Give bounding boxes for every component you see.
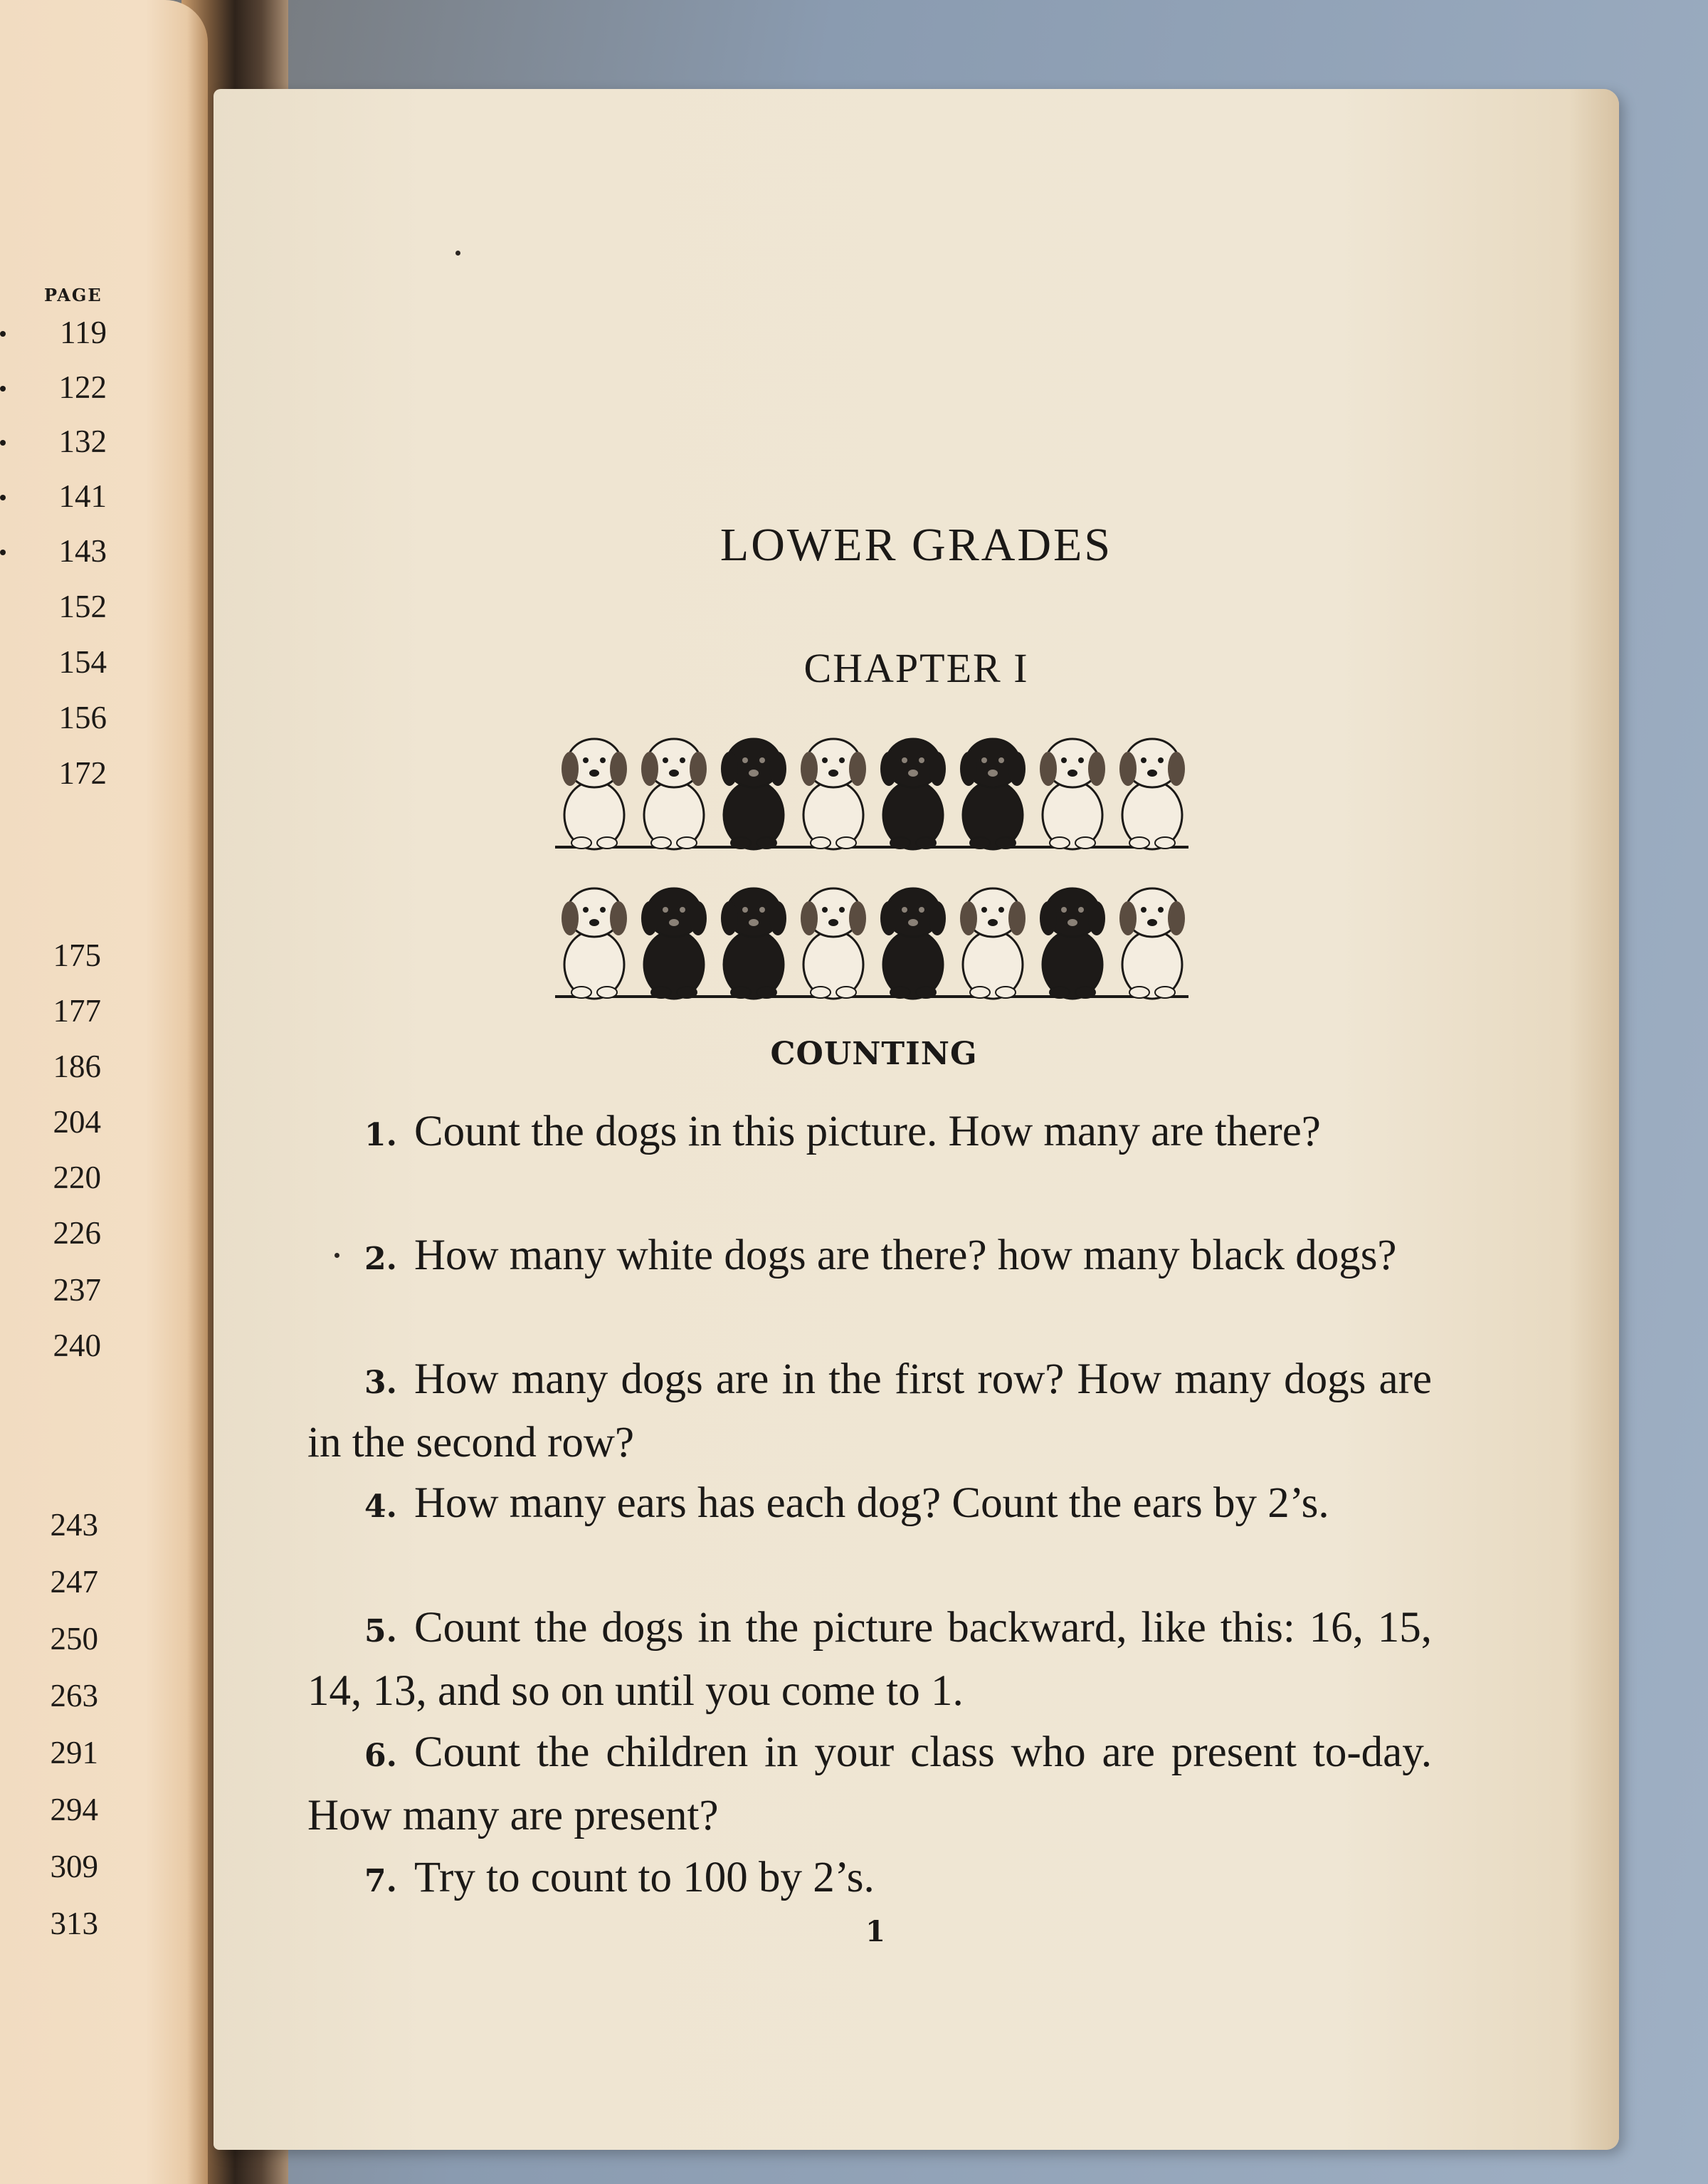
black-dog-figure: [960, 739, 1026, 849]
toc-page-number: 172: [58, 755, 107, 791]
exercise-text: Count the dogs in this picture. How many are there?: [413, 1108, 1321, 1155]
page-edge-shade: [1569, 89, 1619, 2150]
exercise-number: 6.: [364, 1738, 397, 1774]
paper-speck: [455, 251, 460, 256]
black-dog-figure: [1040, 888, 1105, 999]
left-page-contents: [0, 0, 208, 2184]
exercise-text: Count the children in your class who are present to-day. How many are present?: [307, 1728, 1432, 1839]
toc-page-number: 204: [53, 1104, 101, 1140]
exercise-number: 4.: [364, 1489, 397, 1525]
black-dog-figure: [721, 888, 786, 999]
exercise-text: How many dogs are in the first row? How many dogs are in the second row?: [307, 1355, 1432, 1466]
toc-page-number: 141: [58, 478, 107, 514]
white-dog-figure: [801, 739, 866, 849]
exercise-item: [307, 1848, 1432, 1911]
paper-speck: [334, 1253, 339, 1258]
black-dog-figure: [880, 888, 946, 999]
toc-page-number: 247: [50, 1564, 98, 1600]
exercise-item: [307, 1102, 1432, 1165]
exercise-text: How many ears has each dog? Count the ears by 2’s.: [413, 1479, 1329, 1527]
white-dog-figure: [641, 739, 707, 849]
toc-page-number: 143: [58, 533, 107, 569]
white-dog-figure: [960, 888, 1026, 999]
exercise-item: [307, 1474, 1432, 1537]
white-dog-figure: [1119, 888, 1185, 999]
toc-page-number: 226: [53, 1215, 101, 1251]
toc-leader-dot: [0, 550, 6, 555]
toc-page-number: 240: [53, 1328, 101, 1363]
white-dog-figure: [562, 739, 627, 849]
exercise-number: 2.: [364, 1241, 397, 1277]
black-dog-figure: [641, 888, 707, 999]
exercise-number: 3.: [364, 1365, 397, 1401]
toc-page-number: 122: [58, 369, 107, 405]
counting-heading: COUNTING: [770, 1036, 978, 1072]
toc-page-number: 220: [53, 1160, 101, 1195]
toc-page-number: 186: [53, 1049, 101, 1084]
toc-page-number: 243: [50, 1507, 98, 1543]
dogs-illustration-icon: [541, 726, 1210, 1011]
section-title: LOWER GRADES: [719, 519, 1113, 571]
white-dog-figure: [801, 888, 866, 999]
chapter-title: CHAPTER I: [803, 645, 1029, 691]
toc-page-number: 152: [58, 589, 107, 624]
exercise-item: [307, 1226, 1432, 1289]
white-dog-figure: [1119, 739, 1185, 849]
toc-page-number: 177: [53, 993, 101, 1029]
toc-page-number: 175: [53, 938, 101, 973]
exercise-text: Try to count to 100 by 2’s.: [413, 1854, 875, 1901]
exercise-text: How many white dogs are there? how many black dogs?: [413, 1232, 1397, 1279]
exercise-item: [307, 1350, 1432, 1473]
toc-leader-dot: [0, 440, 6, 446]
toc-page-number: 313: [50, 1906, 98, 1941]
toc-page-number: 250: [50, 1621, 98, 1657]
toc-leader-dot: [0, 495, 6, 500]
toc-page-number: 132: [58, 424, 107, 459]
black-dog-figure: [721, 739, 786, 849]
page-number: 1: [865, 1915, 885, 1948]
exercise-item: [307, 1723, 1432, 1846]
toc-leader-dot: [0, 331, 6, 337]
exercise-text: Count the dogs in the picture backward, like this: 16, 15, 14, 13, and so on until you come to 1.: [307, 1604, 1432, 1715]
toc-page-number: 309: [50, 1849, 98, 1884]
white-dog-figure: [562, 888, 627, 999]
toc-page-number: 291: [50, 1735, 98, 1770]
exercise-number: 5.: [364, 1613, 397, 1649]
toc-page-number: 237: [53, 1272, 101, 1308]
black-dog-figure: [880, 739, 946, 849]
toc-page-header: PAGE: [44, 285, 102, 305]
exercise-number: 1.: [364, 1117, 397, 1153]
toc-page-number: 156: [58, 700, 107, 735]
exercise-number: 7.: [364, 1863, 397, 1899]
toc-leader-dot: [0, 386, 6, 392]
toc-page-number: 294: [50, 1792, 98, 1827]
white-dog-figure: [1040, 739, 1105, 849]
toc-page-number: 119: [60, 315, 107, 350]
toc-page-number: 154: [58, 644, 107, 680]
exercise-item: [307, 1598, 1432, 1721]
toc-page-number: 263: [50, 1678, 98, 1713]
